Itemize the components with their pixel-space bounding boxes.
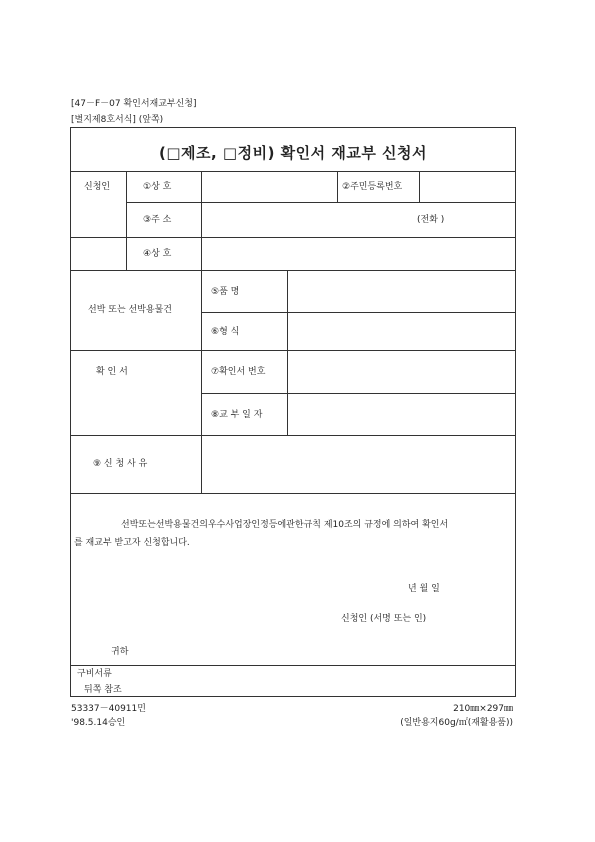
footer-code: 53337－40911민 [71, 704, 146, 714]
statement-line-2: 를 재교부 받고자 신청합니다. [74, 538, 190, 548]
divider [419, 171, 420, 202]
issue-date-label: ⑧교 부 일 자 [211, 410, 263, 420]
divider [201, 312, 515, 313]
paper-size: 210㎜×297㎜ [453, 704, 513, 714]
footer-approval: '98.5.14승인 [71, 718, 126, 728]
divider [71, 237, 515, 238]
resident-number-label: ②주민등록번호 [342, 182, 403, 192]
signature-label: 신청인 (서명 또는 인) [341, 614, 427, 624]
required-docs-label: 구비서류 [77, 669, 112, 679]
statement-line-1: 선박또는선박용물건의우수사업장인정등에관한규칙 제10조의 규정에 의하여 확인서 [121, 520, 449, 530]
reason-label: ⑨ 신 청 사 유 [93, 459, 148, 469]
date-label: 년 월 일 [408, 584, 440, 594]
form-code: [47－F－07 확인서재교부신청] [71, 99, 197, 109]
divider [71, 435, 515, 436]
recipient-label: 귀하 [111, 647, 129, 657]
trade-name-label: ①상 호 [143, 182, 172, 192]
divider [71, 171, 515, 172]
certificate-label: 확 인 서 [96, 367, 128, 377]
ship-label: 선박 또는 선박용물건 [88, 305, 172, 315]
form-title: (□제조, □정비) 확인서 재교부 신청서 [158, 144, 427, 162]
divider [126, 202, 515, 203]
paper-type: (일반용지60g/㎡(재활용품)) [400, 718, 513, 728]
application-form [70, 127, 516, 697]
required-docs-ref: 뒤쪽 참조 [84, 685, 122, 695]
divider [287, 270, 288, 435]
divider [201, 435, 202, 493]
phone-label: (전화 ) [417, 215, 445, 225]
divider [201, 171, 202, 435]
divider [71, 493, 515, 494]
divider [71, 350, 515, 351]
product-name-label: ⑤품 명 [211, 287, 240, 297]
address-label: ③주 소 [143, 215, 172, 225]
divider [126, 171, 127, 270]
applicant-label: 신청인 [84, 182, 111, 192]
form-type: [별지제8호서식] (앞쪽) [71, 115, 164, 125]
model-label: ⑥형 식 [211, 327, 240, 337]
divider [337, 171, 338, 202]
divider [71, 665, 515, 666]
certificate-number-label: ⑦확인서 번호 [211, 367, 266, 377]
divider [201, 393, 515, 394]
trade-name-2-label: ④상 호 [143, 249, 172, 259]
divider [71, 270, 515, 271]
